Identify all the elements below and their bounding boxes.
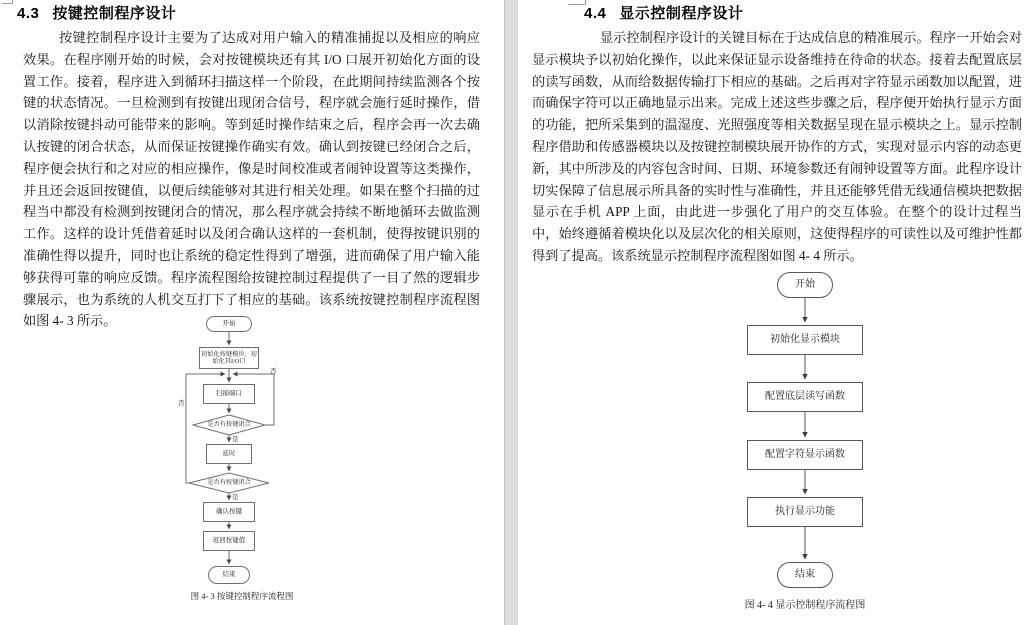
section-title: 按键控制程序设计 [52, 5, 177, 22]
section-heading-4-4 [584, 4, 743, 24]
left-page [0, 0, 504, 625]
init-display-label: 初始化显示模块 [770, 334, 840, 345]
config-rw-label: 配置底层读写函数 [765, 391, 845, 402]
text-boundary-corner-mark [0, 0, 16, 8]
start-node-label: 开始 [795, 279, 815, 290]
delay-node-label: 延时 [222, 450, 236, 458]
section-number: 4.4 [584, 5, 607, 22]
init-node-label: 初始化按键模块、初始化其I/O口 [201, 350, 257, 365]
exec-display-label: 执行显示功能 [775, 506, 835, 517]
config-char-label: 配置字符显示函数 [765, 449, 845, 460]
page-gap [504, 0, 518, 625]
flowchart-display-control-graphics [740, 268, 890, 594]
flowchart-key-control [160, 312, 290, 590]
decision2-label: 是否有按键闭合 [207, 479, 251, 487]
figure-caption-4-3: 图 4- 3 按键控制程序流程图 [190, 591, 294, 601]
decision1-label: 是否有按键闭合 [207, 421, 251, 429]
section-heading-4-3 [17, 4, 176, 24]
end-node-label: 结束 [795, 569, 815, 580]
edge-label-no2: 否 [178, 400, 185, 407]
end-node-label: 结束 [222, 571, 236, 579]
section-title: 显示控制程序设计 [619, 5, 744, 22]
scan-node-label: 扫描端口 [216, 390, 242, 398]
edge-label-no1: 否 [270, 368, 277, 375]
section-body-paragraph: 按键控制程序设计主要为了达成对用户输入的精准捕捉以及相应的响应效果。在程序刚开始的时候，会对按键模块还有其 I/O 口展开初始化方面的设置工作。接着，程序进入到循环扫描这样一个阶段，在此期间持续监测各个按键的状态情况。一旦检测到有按键出现闭合信号，程序就会施行延时操作，借以消除按键抖动可能带来的影响。等到延时操作结束之后，程序会再一次去确认按键的闭合状态，从而保证按键操作确实有效。确认到按键已经闭合之后，程序便会执行和之对应的相应操作，像是时间校准或者闹钟设置等这类操作，并且还会返回按键值，以便后续能够对其进行相关处理。如果在整个扫描的过程当中都没有检测到按键闭合的情况，那么程序就会持续不断地循环去做监测工作。这样的设计凭借着延时以及闭合确认这样的一套机制，使得按键识别的准确性得以提升，同时也让系统的稳定性得到了增强，进而确保了用户输入能够获得可靠的响应反馈。程序流程图给按键控制过程提供了一目了然的逻辑步骤展示，也为系统的人机交互打下了相应的基础。该系统按键控制程序流程图如图 4- 3 所示。 [23, 30, 480, 329]
start-node-label: 开始 [222, 320, 236, 328]
right-page [518, 0, 1024, 625]
section-number: 4.3 [17, 5, 40, 22]
edge-label-yes2: 是 [232, 493, 239, 501]
section-body-paragraph: 显示控制程序设计的关键目标在于达成信息的精准展示。程序一开始会对显示模块予以初始化操作，以此来保证显示设备维持在待命的状态。接着去配置底层的读写函数，从而给数据传输打下相应的基础。之后再对字符显示函数加以配置，进而确保字符可以正确地显示出来。完成上述这些步骤之后，程序便开始执行显示方面的功能，把所采集到的温湿度、光照强度等相关数据呈现在显示模块之上。显示控制程序借助和传感器模块以及按键控制模块展开协作的方式，实现对显示内容的动态更新，其中所涉及的内容包含时间、日期、环境参数还有闹钟设置等方面。此程序设计切实保障了信息展示所具备的实时性与准确性，并且还能够凭借无线通信模块把数据显示在手机 APP 上面，由此进一步强化了用户的交互体验。在整个的设计过程当中，始终遵循着模块化以及层次化的相关原则，这使得程序的可读性以及可维护性都得到了提高。该系统显示控制程序流程图如图 4- 4 所示。 [532, 30, 1022, 263]
confirm-node-label: 确认按键 [216, 508, 242, 516]
figure-caption-4-4: 图 4- 4 显示控制程序流程图 [744, 600, 866, 611]
edge-label-yes1: 是 [232, 435, 239, 443]
return-node-label: 返回按键值 [212, 537, 246, 545]
flowchart-display-control [740, 268, 890, 594]
